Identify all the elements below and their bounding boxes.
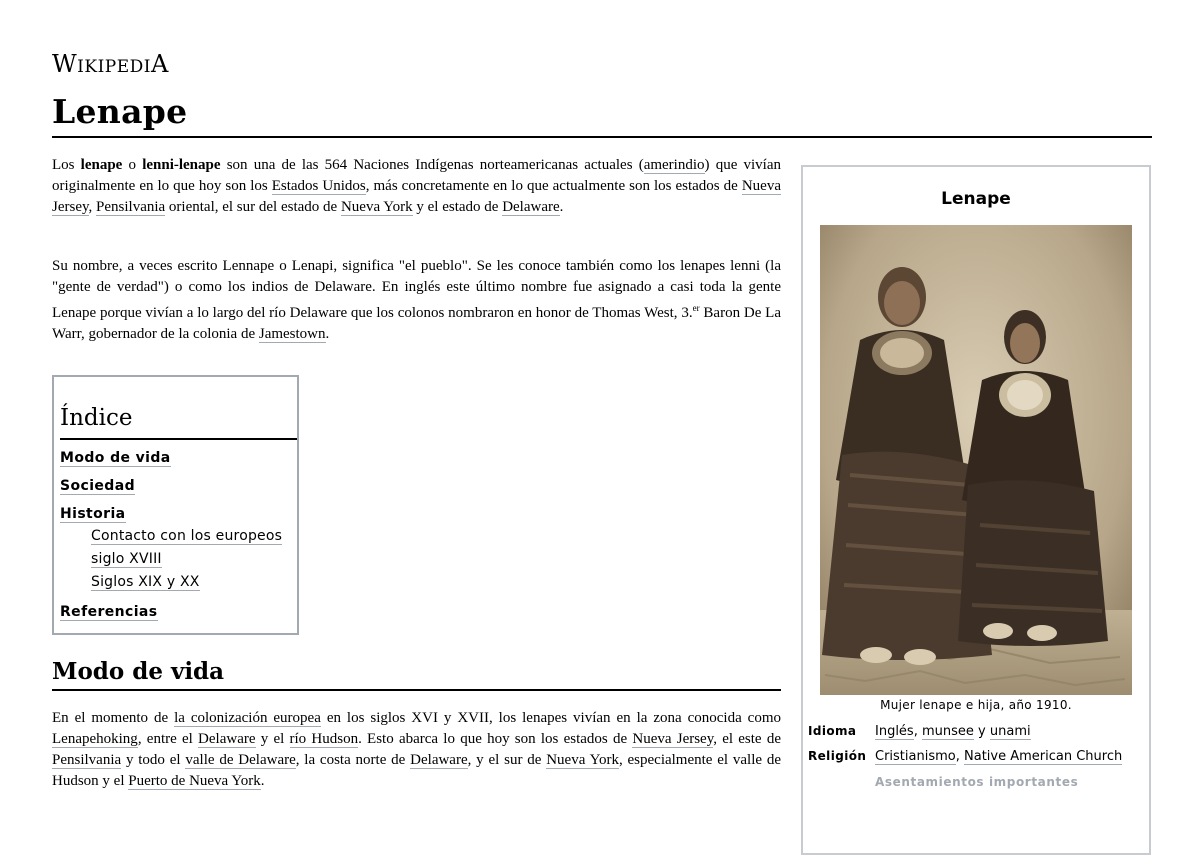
link-colonizacion[interactable]: la colonización europea (174, 710, 321, 726)
link-delaware[interactable]: Delaware (502, 199, 560, 215)
link-unami[interactable]: unami (989, 724, 1031, 739)
link-valle-de-delaware[interactable]: valle de Delaware (185, 752, 296, 768)
toc-item-siglos-xix-xx[interactable]: Siglos XIX y XX (91, 574, 200, 590)
link-estados-unidos[interactable]: Estados Unidos (271, 178, 366, 194)
toc-item-modo-de-vida[interactable]: Modo de vida (60, 450, 171, 466)
section-paragraph: En el momento de la colonización europea en los siglos XVI y XVII, los lenapes vivían en la zona conocida como Lenapehoking, entre el Delaware y el río Hudson. Esto abarca lo que hoy son los estados de Nueva Jersey, el este de Pensilvania y todo el valle de Delaware, la costa norte de Delaware, y el sur de Nueva York, especialmente el valle de Hudson y el Puerto de Nueva York. (52, 710, 782, 789)
link-delaware-state[interactable]: Delaware (410, 752, 468, 768)
link-delaware-river[interactable]: Delaware (198, 731, 256, 747)
infobox (801, 165, 1151, 855)
section-divider (52, 689, 781, 691)
toc-item-siglo-xviii[interactable]: siglo XVIII (91, 551, 162, 567)
table-of-contents (52, 375, 299, 635)
toc-item-contacto[interactable]: Contacto con los europeos (91, 528, 283, 544)
toc-divider (60, 438, 297, 440)
title-divider (52, 136, 1152, 138)
link-lenapehoking[interactable]: Lenapehoking (52, 731, 138, 747)
toc-title: Índice (60, 405, 133, 431)
link-nueva-york[interactable]: Nueva York (340, 199, 413, 215)
toc-item-historia[interactable]: Historia (60, 506, 126, 522)
link-nueva-jersey[interactable]: Nueva Jersey (52, 178, 781, 215)
infobox-title: Lenape (941, 189, 1011, 209)
infobox-photo[interactable] (820, 225, 1132, 695)
link-puerto-nueva-york[interactable]: Puerto de Nueva York (128, 773, 261, 789)
link-nueva-jersey-2[interactable]: Nueva Jersey (632, 731, 714, 747)
link-amerindio[interactable]: amerindio (643, 157, 705, 173)
link-munsee[interactable]: munsee (921, 724, 974, 739)
link-pensilvania-2[interactable]: Pensilvania (52, 752, 122, 768)
link-cristianismo[interactable]: Cristianismo (875, 749, 956, 764)
intro-paragraph-2: Su nombre, a veces escrito Lennape o Lenapi, significa "el pueblo". Se les conoce también como los lenapes lenni (la "gente de verdad") o como los indios de Delaware. En inglés este último nombre fue asignado a casi toda la gente Lenape porque vivían a lo largo del río Delaware que los colonos nombraron en honor de Thomas West, 3.$^{er}$ Baron De La Warr, gobernador de la colonia de Jamestown. (52, 258, 781, 342)
page-title: Lenape (52, 92, 188, 131)
link-native-american-church[interactable]: Native American Church (964, 749, 1123, 764)
toc-item-referencias[interactable]: Referencias (60, 604, 158, 620)
intro-paragraph-1: Los lenape o lenni-lenape son una de las 564 Naciones Indígenas norteamericanas actuales (amerindio) que vivían originalmente en lo que hoy son los Estados Unidos, más concretamente en lo que actualmente son los estados de Nueva Jersey, Pensilvania oriental, el sur del estado de Nueva York y el estado de Delaware. (52, 157, 782, 215)
infobox-caption: Mujer lenape e hija, año 1910. (880, 698, 1072, 712)
infobox-value-religion: Cristianismo, Native American Church (875, 749, 1123, 764)
link-rio-hudson[interactable]: río Hudson (289, 731, 359, 747)
link-nueva-york-2[interactable]: Nueva York (546, 752, 619, 768)
link-pensilvania[interactable]: Pensilvania (96, 199, 166, 215)
infobox-settlements-header: Asentamientos importantes (875, 775, 1079, 789)
infobox-label-idioma: Idioma (808, 724, 857, 738)
link-jamestown[interactable]: Jamestown (258, 326, 326, 342)
toc-item-sociedad[interactable]: Sociedad (60, 478, 135, 494)
link-ingles[interactable]: Inglés (875, 724, 914, 739)
section-heading-modo-de-vida: Modo de vida (52, 658, 225, 685)
infobox-value-idioma: Inglés, munsee y unami (875, 724, 1031, 739)
infobox-label-religion: Religión (808, 749, 867, 763)
wikipedia-wordmark[interactable]: WIKIPEDIA (52, 50, 169, 78)
